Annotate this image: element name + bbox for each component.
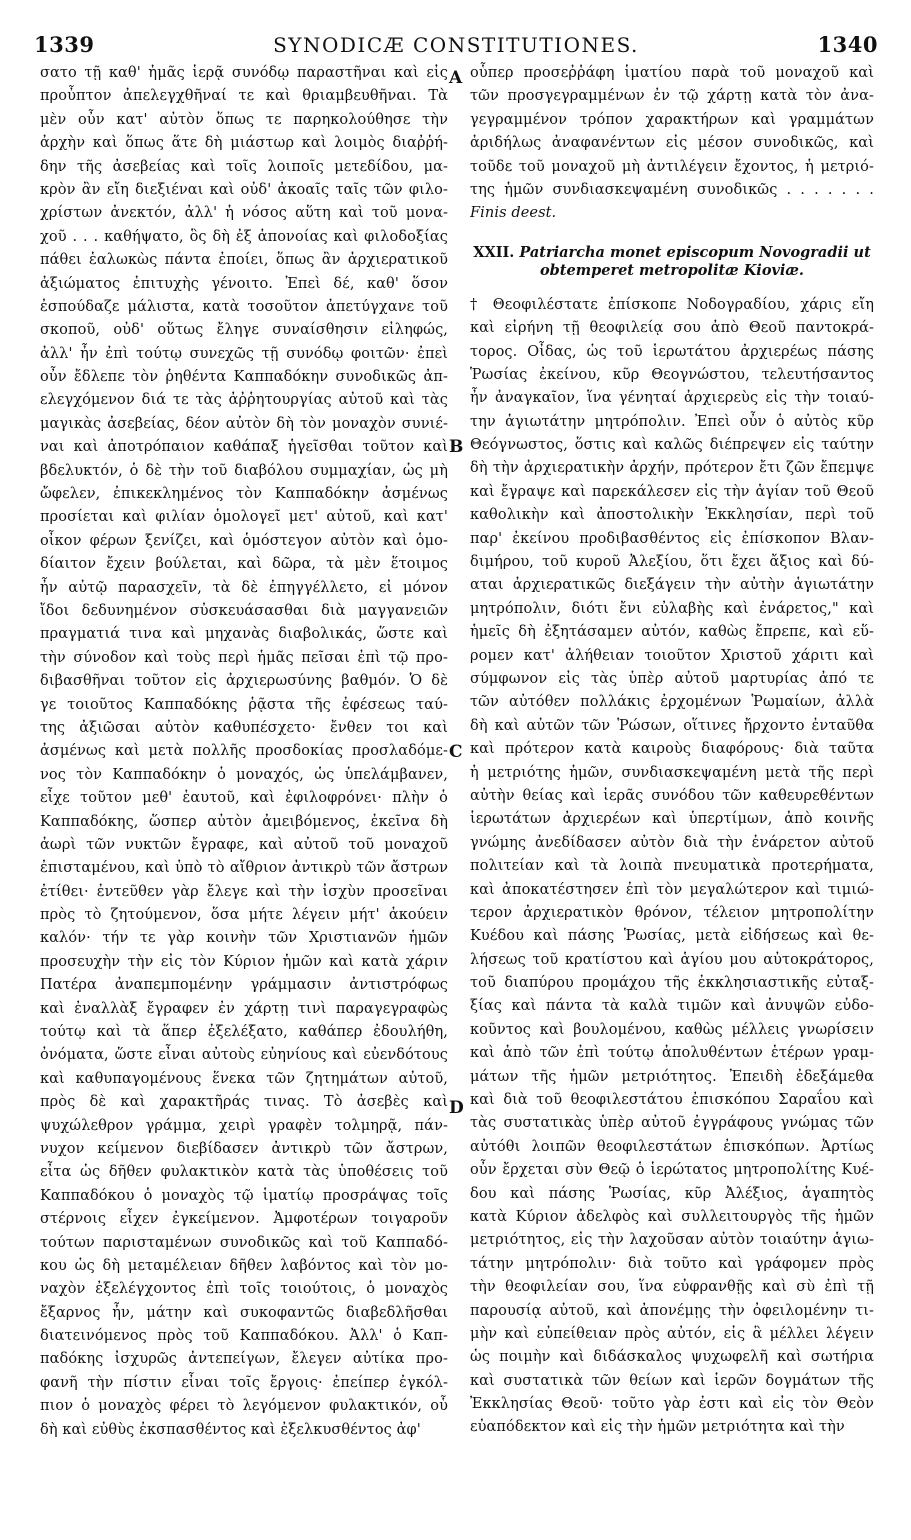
- text-line: ἀριδήλως ἀναφανέντων εἰς μέσον συνοδικῶς, καὶ: [470, 135, 874, 152]
- text-line: ἡμεῖς δὴ ἐξητάσαμεν αὐτόν, καθὼς ἔπρεπε, καὶ εὕ-: [470, 624, 874, 641]
- text-line: τῶν αὐτόθεν πολλάκις ἐρχομένων Ῥωμαίων, ἀλλὰ: [470, 694, 874, 711]
- text-line: καὶ εἰρήνη τῇ θεοφιλείᾳ σου ἀπὸ Θεοῦ παντοκρά-: [470, 320, 874, 337]
- section-heading: [470, 244, 874, 280]
- text-line: τούτῳ καὶ τὰ ἅπερ ἐξελέξατο, καθάπερ ἐδουλήθη,: [40, 1024, 448, 1041]
- text-line: ἦν αὐτῷ παρασχεῖν, τὰ δὲ ἐπηγγέλλετο, εἰ μόνον: [40, 579, 448, 596]
- text-line: πάθει ἑαλωκὼς πάντα ἐποίει, ὅπως ἂν ἀρχιερατικοῦ: [40, 252, 448, 269]
- page-number-left: 1339: [34, 32, 95, 57]
- text-line: οὗπερ προσεῤῥάφη ἱματίου παρὰ τοῦ μοναχοῦ καὶ: [470, 65, 874, 81]
- section-number: XXII.: [473, 243, 515, 261]
- text-line: καθολικὴν καὶ ἀποστολικὴν Ἐκκλησίαν, περὶ τοῦ: [470, 507, 874, 524]
- text-line: παρ' ἐκείνου προδιβασθέντος εἰς ἐπίσκοπον Βλαν-: [470, 530, 874, 547]
- text-line: κου ὡς δὴ μεταμέλειαν δῆθεν λαβόντος καὶ τὸν μο-: [40, 1257, 448, 1274]
- text-line: ναι καὶ ἀποτρόπαιον καθάπαξ ἡγεῖσθαι τοῦτον καὶ: [40, 439, 448, 456]
- margin-letter-b: B: [449, 437, 464, 457]
- text-line: καὶ ἔγραψε καὶ παρεκάλεσεν εἰς τὴν ἁγίαν τοῦ Θεοῦ: [470, 483, 874, 500]
- text-line: εἶχε τοῦτον μεθ' ἑαυτοῦ, καὶ ἐφιλοφρόνει· πλὴν ὁ: [40, 790, 448, 807]
- text-line: καὶ πρότερον κατὰ καιροὺς διαφόρους· διὰ ταῦτα: [470, 741, 874, 758]
- text-line: βδελυκτόν, ὁ δὲ τὴν τοῦ διαβόλου συμμαχίαν, ὡς μὴ: [40, 462, 448, 479]
- left-column: [40, 62, 448, 1522]
- section-title-line1: Patriarcha monet episcopum Novogradii ut: [519, 243, 871, 261]
- text-line: σατο τῇ καθ' ἡμᾶς ἱερᾷ συνόδῳ παραστῆναι καὶ εἰς: [40, 65, 448, 81]
- text-line: ἀωρὶ τῶν νυκτῶν ἔγραφε, καὶ αὐτοῦ τοῦ μοναχοῦ: [40, 836, 448, 853]
- text-line: οἶκον φέρων ξενίζει, καὶ ὁμόστεγον αὐτὸν καὶ ὁμο-: [40, 532, 448, 549]
- text-line: γεγραμμένον τρόπον χαρακτήρων καὶ γραμμάτων: [470, 111, 874, 128]
- text-line: ρομεν κατ' ἀλήθειαν τοιοῦτον Χριστοῦ χάριτι καὶ: [470, 647, 874, 664]
- text-line: στέρνοις εἶχεν ἐγκείμενον. Ἀμφοτέρων τοιγαροῦν: [40, 1211, 448, 1228]
- text-line: τερον ἀρχιερατικὸν θρόνον, τέλειον μητροπολίτην: [470, 904, 874, 921]
- text-line: Πατέρα ἀναπεμπομένην γράμμασιν ἀντιστρόφως: [40, 977, 448, 994]
- text-line: σκοποῦ, οὐδ' οὕτως ἔληγε συναίσθησιν εἰληφώς,: [40, 322, 448, 339]
- text-line: κρὸν ἂν εἴη διεξιέναι καὶ οὐδ' ἀκοαῖς ταῖς τῶν φιλο-: [40, 181, 448, 198]
- text-line: αὐτὴν θείας καὶ ἱερᾶς συνόδου τῶν καθευρεθέντων: [470, 787, 874, 804]
- text-line: τὴν σύνοδον καὶ τοὺς περὶ ἡμᾶς πεῖσαι ἐπὶ τῷ προ-: [40, 649, 448, 666]
- text-line: ἐπισταμένου, καὶ ὑπὸ τὸ αἴθριον ἀντικρὺ τῶν ἄστρων: [40, 860, 448, 877]
- text-line: ἀρχὴν καὶ ὅπως ἅτε δὴ μιάστωρ καὶ λοιμὸς διαῤῥή-: [40, 135, 448, 152]
- text-line: ἀλλ' ἦν ἐπὶ τούτῳ συνεχῶς τῇ συνόδῳ φοιτῶν· ἐπεὶ: [40, 345, 448, 362]
- text-line: ἦν ἀναγκαῖον, ἵνα γένηταί ἀρχιερεὺς εἰς τὴν τοιαύ-: [470, 390, 874, 407]
- margin-letter-a: A: [449, 68, 463, 88]
- text-line: πρὸς τὸ ζητούμενον, ὅσα μήτε λέγειν μήτ' ἀκούειν: [40, 907, 448, 924]
- text-line: καὶ καθυπαγομένους ἕνεκα τῶν ζητημάτων αὐτοῦ,: [40, 1070, 448, 1087]
- text-line: δὴ καὶ εὐθὺς ἐκσπασθέντος καὶ ἐξελκυσθέντος ἀφ': [40, 1421, 421, 1438]
- text-line: μετριότητος, εἰς τὴν λαχοῦσαν αὐτὸν τοιαύτην ἁγιω-: [470, 1232, 874, 1249]
- text-line: λήσεως τοῦ κρατίστου καὶ ἁγίου μου αὐτοκράτορος,: [470, 951, 874, 968]
- text-line: ἀσμένως καὶ μετὰ πολλῆς προσδοκίας προσλαδόμε-: [40, 743, 448, 760]
- text-line: ἴδοι δεδυνημένον σὐσκευάσασθαι διὰ μαγγανειῶν: [40, 602, 448, 619]
- text-line: Καππαδόκης, ὥσπερ αὐτὸν ἀμειβόμενος, ἐκεῖνα δὴ: [40, 813, 448, 830]
- text-line: την ἁγιωτάτην μητρόπολιν. Ἐπεὶ οὖν ὁ αὐτὸς κῦρ: [470, 413, 874, 430]
- text-line: χρίστων ἀνεκτόν, ἀλλ' ἡ νόσος αὕτη καὶ τοῦ μονα-: [40, 205, 448, 222]
- text-line: Ἐκκλησίας Θεοῦ· τοῦτο γὰρ ἐστι καὶ εἰς τὸν Θεὸν: [470, 1396, 874, 1413]
- text-line: μὴν καὶ εὐπείθειαν πρὸς αὐτόν, εἰς ἃ μέλλει λέγειν: [470, 1325, 874, 1342]
- text-line: πρὸς δὲ καὶ χαρακτῆράς τινας. Τὸ ἀσεβὲς καὶ: [40, 1094, 448, 1111]
- text-line: ἐτίθει· ἐντεῦθεν γὰρ ἔλεγε καὶ τὴν ἰσχὺν προσεῖναι: [40, 883, 448, 900]
- text-line: πραγματιά τινα καὶ μηχανὰς διαβολικάς, ὥστε καὶ: [40, 626, 448, 643]
- text-line: μὲν οὖν κατ' αὐτὸν ὅπως τε παρηκολούθησε τὴν: [40, 111, 448, 128]
- text-line: τὴν θεοφιλείαν σου, ἵνα εὐφρανθῇς καὶ σὺ ἐπὶ τῇ: [470, 1279, 874, 1296]
- text-line: καὶ ἀπὸ τῶν ἐπὶ τούτῳ ἀπολυθέντων ἑτέρων γραμ-: [470, 1045, 874, 1062]
- text-line: χοῦ . . . καθήψατο, ὃς δὴ ἐξ ἀπονοίας καὶ φιλοδοξίας: [40, 228, 448, 245]
- text-line: ὤφελεν, ἐπικεκλημένος τὸν Καππαδόκην ἀσμένως: [40, 486, 448, 503]
- text-line: εἶτα ὡς δῆθεν φυλακτικὸν κατὰ τὰς ὑποθέσεις τοῦ: [40, 1164, 448, 1181]
- text-line: προσευχὴν τὴν εἰς τὸν Κύριον ἡμῶν καὶ κατὰ χάριν: [40, 953, 448, 970]
- text-line: δου καὶ πάσης Ῥωσίας, κῦρ Ἀλέξιος, ἀγαπητὸς: [470, 1185, 874, 1202]
- text-line: ἔξαρνος ἦν, μάτην καὶ συκοφαντῶς διαβεδλῆσθαι: [40, 1304, 448, 1321]
- text-line: καὶ συστατικὰ τῶν θείων καὶ ἱερῶν δογμάτων τῆς: [470, 1372, 874, 1389]
- text-line: γνώμης ἀνεδίδασεν αὐτὸν διὰ τὴν ἐνάρετον αὐτοῦ: [470, 834, 874, 851]
- text-line: ἐσπούδαζε μάλιστα, κατὰ τοσοῦτον ἀπετύγχανε τοῦ: [40, 298, 448, 315]
- right-column-body-text: [470, 294, 874, 1440]
- text-line: ἀξιώματος ἐπιτυχὴς γένοιτο. Ἐπεὶ δέ, καθ' ὅσον: [40, 275, 448, 292]
- text-line: δὴ τὴν ἀρχιερατικὴν ἀρχήν, πρότερον ἔτι ζῶν ἔπεμψε: [470, 460, 874, 477]
- text-line: Finis deest.: [470, 205, 557, 222]
- text-line: καὶ ἐναλλὰξ ἔγραφεν ἐν χάρτῃ τινὶ παραγεγραφὼς: [40, 1000, 448, 1017]
- text-line: δὴ καὶ αὐτῶν τῶν Ῥώσων, οἵτινες ἤρχοντο ἐνταῦθα: [470, 717, 874, 734]
- text-line: καὶ ἀποκατέστησεν ἐπὶ τὸν μεγαλώτερον καὶ τιμιώ-: [470, 881, 874, 898]
- text-line: ναχὸν ἐξελέγχοντος ἐπὶ τοῖς τοιούτοις, ὁ μοναχὸς: [40, 1281, 448, 1298]
- section-title-line2: obtemperet metropolitæ Kioviæ.: [540, 261, 804, 279]
- text-line: τῶν προσγεγραμμένων ἐν τῷ χάρτῃ κατὰ τὸν ἀνα-: [470, 88, 874, 105]
- text-line: πιον ὁ μοναχὸς φέρει τὸ λεγόμενον φυλακτικόν, οὗ: [40, 1398, 448, 1415]
- margin-letter-d: D: [449, 1098, 464, 1118]
- text-line: δίαιτον ἔχειν βούλεται, καὶ δῶρα, τὰ μὲν ἕτοιμος: [40, 556, 448, 573]
- text-line: οὖν ἔρχεται σὺν Θεῷ ὁ ἱερώτατος μητροπολίτης Κυέ-: [470, 1162, 874, 1179]
- text-line: προσίεται καὶ φιλίαν ὁμολογεῖ μετ' αὐτοῦ, καὶ κατ': [40, 509, 448, 526]
- text-line: Ῥωσίας ἐκείνου, κῦρ Θεογνώστου, τελευτήσαντος: [470, 366, 874, 383]
- text-line: τούτων παρισταμένων συνοδικῶς καὶ τοῦ Καππαδό-: [40, 1234, 448, 1251]
- text-line: κατὰ Κύριον ἀδελφὸς καὶ συλλειτουργὸς τῆς ἡμῶν: [470, 1208, 874, 1225]
- right-column-top-text: [470, 62, 874, 226]
- text-line: προὖπτον ἀπελεγχθῆναί τε καὶ θριαμβευθῆναι. Τὰ: [40, 88, 448, 105]
- text-line: † Θεοφιλέστατε ἐπίσκοπε Νοδογραδίου, χάρις εἴη: [470, 296, 874, 313]
- text-line: κοῦντος καὶ βουλομένου, καθὼς μέλλεις γνωρίσειν: [470, 1021, 874, 1038]
- text-line: τοῦ διαπύρου προμάχου τῆς ἐκκλησιαστικῆς εὐταξ-: [470, 975, 874, 992]
- text-line: της ἀξιῶσαι αὐτὸν καθυπέσχετο· ἔνθεν τοι καὶ: [40, 719, 448, 736]
- text-line: παδόκης ἰσχυρῶς ἀντεπείγων, ἔλεγεν αὐτίκα προ-: [40, 1351, 448, 1368]
- text-line: νος τὸν Καππαδόκην ὁ μοναχός, ὡς ὑπελάμβανεν,: [40, 766, 448, 783]
- margin-letter-c: C: [449, 742, 463, 762]
- text-line: δην τῆς ἀσεβείας καὶ τοῖς λοιποῖς μετεδίδου, μα-: [40, 158, 448, 175]
- text-line: διβασθῆναι τοῦτον εἰς ἀρχιερωσύνης βαθμόν. Ὁ δὲ: [40, 673, 448, 690]
- text-line: καὶ διὰ τοῦ θεοφιλεστάτου ἐπισκόπου Σαραΐου καὶ: [470, 1092, 874, 1109]
- text-line: τάτην μητρόπολιν· διὰ τοῦτο καὶ γράφομεν πρὸς: [470, 1255, 874, 1272]
- text-line: εὐαπόδεκτον καὶ εἰς τὴν ἡμῶν μετριότητα καὶ τὴν: [470, 1419, 845, 1436]
- text-line: σύμφωνον εἰς τὰς ὑπὲρ αὐτοῦ μαρτυρίας ἀπό τε: [470, 670, 874, 687]
- text-line: αται ἀρχιερατικῶς διεξάγειν τὴν αὐτὴν ἁγιωτάτην: [470, 577, 874, 594]
- page-number-right: 1340: [817, 32, 878, 57]
- text-line: ὡς ποιμὴν καὶ διδάσκαλος ψυχωφελῆ καὶ σωτήρια: [470, 1349, 874, 1366]
- running-title: SYNODICÆ CONSTITUTIONES.: [273, 33, 639, 57]
- text-line: πολιτείαν καὶ τὰ λοιπὰ πνευματικὰ προτερήματα,: [470, 858, 874, 875]
- text-line: παρουσίᾳ αὐτοῦ, καὶ ἀπονέμῃς τὴν ὀφειλομένην τι-: [470, 1302, 874, 1319]
- text-line: καλόν· τήν τε γὰρ κοινὴν τῶν Χριστιανῶν ἡμῶν: [40, 930, 448, 947]
- text-line: ψυχώλεθρον γράμμα, χειρὶ γραφὲν τολμηρᾷ, πάν-: [40, 1117, 448, 1134]
- page-header: [34, 32, 878, 62]
- text-line: ελεγχόμενον διά τε τὰς ἀῤῥητουργίας αὐτοῦ καὶ τὰς: [40, 392, 448, 409]
- text-line: αὐτόθι λοιπῶν θεοφιλεστάτων ἐπισκόπων. Ἀρτίως: [470, 1138, 874, 1155]
- text-line: διατεινόμενος πρὸς τοῦ Καππαδόκου. Ἀλλ' ὁ Καπ-: [40, 1328, 448, 1345]
- text-line: ἱερωτάτων ἀρχιερέων καὶ ὑπερτίμων, ἀπὸ κοινῆς: [470, 811, 874, 828]
- text-line: ἡ μετριότης ἡμῶν, συνδιασκεψαμένη μετὰ τῆς περὶ: [470, 764, 874, 781]
- text-line: Κυέδου καὶ πάσης Ῥωσίας, μετὰ εἰδήσεως καὶ θε-: [470, 928, 874, 945]
- text-line: φανῆ τὴν πίστιν εἶναι τοῖς ἔργοις· ἐπείπερ ἐγκόλ-: [40, 1374, 448, 1391]
- text-line: ὀνόματα, ὥστε εἶναι αὐτοὺς εὐηνίους καὶ εὐενδότους: [40, 1047, 448, 1064]
- text-line: τορος. Οἶδας, ὡς τοῦ ἱερωτάτου ἀρχιερέως πάσης: [470, 343, 874, 360]
- text-line: Θεόγνωστος, ὅστις καὶ καλῶς διέπρεψεν εἰς ταύτην: [470, 437, 874, 454]
- text-line: της ἡμῶν συνδιασκεψαμένη συνοδικῶς . . . . . . .: [470, 181, 874, 198]
- text-line: νυχον κείμενον διεβίδασεν ἀντικρὺ τῶν ἄστρων,: [40, 1140, 448, 1157]
- text-line: οὖν ἔδλεπε τὸν ῥηθέντα Καππαδόκην συνοδικῶς ἀπ-: [40, 369, 448, 386]
- text-line: τοῦδε τοῦ μοναχοῦ μὴ ἀντιλέγειν ἔχοντος, ἡ μετριό-: [470, 158, 874, 175]
- text-line: μαγικὰς ἀσεβείας, δέον αὐτὸν δὴ τὸν μοναχὸν συνιέ-: [40, 415, 448, 432]
- text-line: μάτων τῆς ἡμῶν μετριότητος. Ἐπειδὴ ἐδεξάμεθα: [470, 1068, 874, 1085]
- text-line: διμήρου, τοῦ κυροῦ Ἀλεξίου, ὅτι ἔχει ἄξιος καὶ δύ-: [470, 554, 874, 571]
- right-column: [470, 62, 874, 1522]
- text-line: μητρόπολιν, διότι ἔνι εὐλαβὴς καὶ ἐνάρετος," καὶ: [470, 600, 874, 617]
- text-line: ξίας καὶ πάντα τὰ καλὰ τιμῶν καὶ ἀνυψῶν εὐδο-: [470, 998, 874, 1015]
- text-line: Καππαδόκου ὁ μοναχὸς τῷ ἱματίῳ προσράψας τοῖς: [40, 1187, 448, 1204]
- text-line: γε τοιοῦτος Καππαδόκης ῥᾷστα τῆς ἐφέσεως ταύ-: [40, 696, 448, 713]
- text-line: τὰς συστατικὰς ὑπὲρ αὐτοῦ ἐγγράφους γνώμας τῶν: [470, 1115, 874, 1132]
